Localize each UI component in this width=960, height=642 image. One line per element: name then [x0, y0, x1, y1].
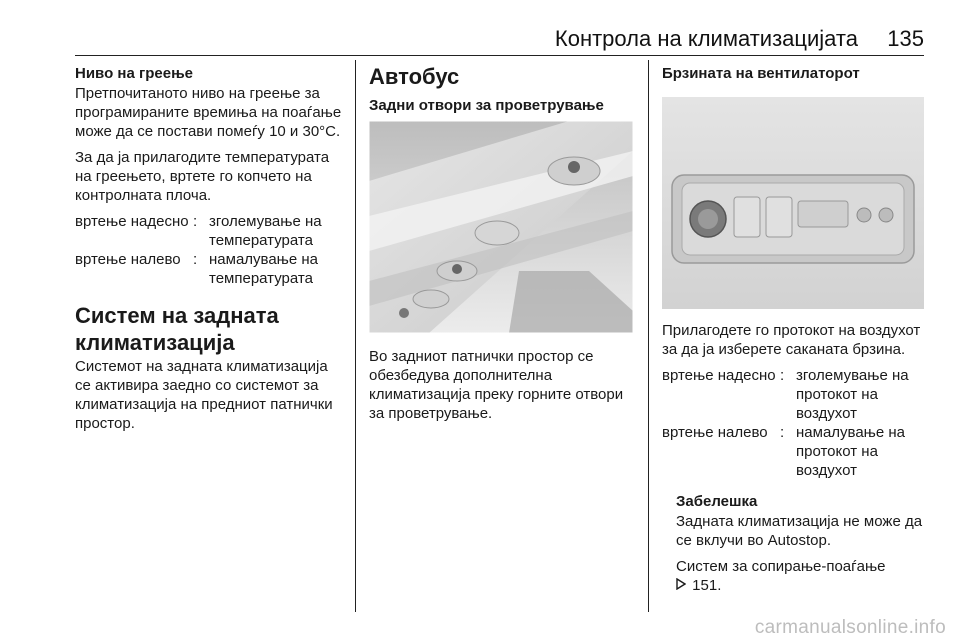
description: зголемување на протокот на воздухот — [796, 367, 909, 422]
fan-control-panel-icon — [662, 97, 924, 309]
table-row — [75, 212, 343, 250]
header-divider — [75, 55, 924, 56]
page-reference-icon — [676, 576, 688, 595]
term: вртење надесно — [75, 213, 189, 230]
term: вртење налево — [662, 424, 768, 441]
page-header — [0, 0, 960, 55]
page-title: Контрола на климатизацијата — [554, 26, 858, 51]
paragraph-heating-level: Претпочитаното ниво на греење за програмираните времиња на поаѓање може да се постави помеѓу 10 и 30°C. — [75, 85, 342, 140]
fan-control-panel-illustration — [662, 97, 924, 309]
heading-rear-air-vents: Задни отвори за проветрување — [369, 97, 604, 114]
colon: : — [193, 251, 198, 268]
heading-fan-speed: Брзината на вентилаторот — [662, 65, 860, 82]
table-row — [75, 250, 343, 288]
xref-text: Систем за сопирање-поаѓање — [676, 558, 886, 575]
heading-bus: Автобус — [369, 64, 460, 89]
definition-table-temperature — [75, 212, 343, 288]
column-middle — [369, 64, 633, 430]
definition-table-airflow — [662, 366, 924, 480]
table-row — [662, 423, 924, 480]
paragraph-rear-climate-system: Системот на задната климатизација се активира заедно со системот за климатизација на предниот патнички простор. — [75, 358, 333, 432]
paragraph-adjust-temperature: За да ја прилагодите температурата на греењето, вртете го копчето на контролната плоча. — [75, 149, 330, 204]
column-divider-2 — [648, 60, 649, 612]
xref-page[interactable]: 151. — [692, 577, 722, 594]
term: вртење надесно — [662, 367, 776, 384]
table-row — [662, 366, 924, 423]
rear-air-vents-icon — [369, 121, 633, 333]
column-divider-1 — [355, 60, 356, 612]
colon: : — [780, 424, 785, 441]
paragraph-fan-speed: Прилагодете го протокот на воздухот за да ја изберете саканата брзина. — [662, 322, 921, 358]
note-heading: Забелешка — [676, 493, 758, 510]
colon: : — [193, 213, 198, 230]
column-left — [75, 64, 343, 440]
xref-paragraph — [676, 557, 924, 595]
page-number: 135 — [887, 26, 924, 51]
paragraph-rear-air-vents: Во задниот патнички простор се обезбедува дополнителна климатизација преку горните отвори за проветрување. — [369, 348, 624, 422]
column-right — [662, 64, 924, 602]
watermark: carmanualsonline.info — [754, 617, 946, 638]
term: вртење налево — [75, 251, 181, 268]
rear-air-vents-illustration — [369, 121, 633, 333]
description: намалување на температурата — [209, 251, 318, 287]
description: намалување на протокот на воздухот — [796, 424, 905, 479]
note-text: Задната климатизација не може да се вклучи во Autostop. — [676, 513, 923, 549]
description: зголемување на температурата — [209, 213, 322, 249]
heading-heating-level: Ниво на греење — [75, 65, 194, 82]
colon: : — [780, 367, 785, 384]
page-reference-arrow-icon — [676, 578, 686, 590]
note-block — [676, 492, 924, 595]
heading-rear-climate-system: Систем на задната климатизација — [75, 303, 279, 355]
